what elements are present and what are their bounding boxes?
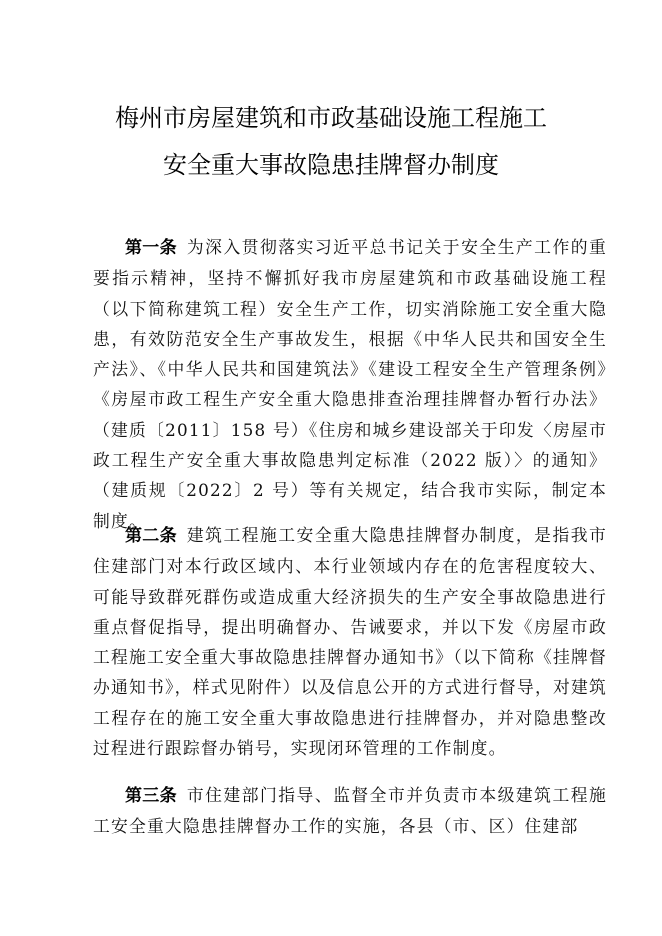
document-title-line-2: 安全重大事故隐患挂牌督办制度 — [163, 151, 499, 179]
article-3-heading: 第三条 — [125, 786, 177, 806]
document-title-line-1: 梅州市房屋建筑和市政基础设施工程施工 — [115, 104, 547, 132]
article-1-body: 为深入贯彻落实习近平总书记关于安全生产工作的重要指示精神，坚持不懈抓好我市房屋建筑和市政基础设施工程（以下简称建筑工程）安全生产工作，切实消除施工安全重大隐患，有效防范安全生产事故发生，根据《中华人民共和国安全生产法》、《中华人民共和国建筑法》《建设工程安全生产管理条例》《房屋市政工程生产安全重大隐患排查治理挂牌督办暂行办法》（建质〔2011〕158 号）《住房和城乡建设部关于印发〈房屋市政工程生产安全重大事故隐患判定标准（2022 版）〉的通知》（建质规〔2022〕2 号）等有关规定，结合我市实际，制定本制度。 — [93, 237, 607, 531]
article-3-body: 市住建部门指导、监督全市并负责市本级建筑工程施工安全重大隐患挂牌督办工作的实施，各县（市、区）住建部 — [93, 785, 607, 837]
article-2-body: 建筑工程施工安全重大隐患挂牌督办制度，是指我市住建部门对本行政区域内、本行业领域内存在的危害程度较大、可能导致群死群伤或造成重大经济损失的生产安全事故隐患进行重点督促指导，提出明确督办、告诫要求，并以下发《房屋市政工程施工安全重大事故隐患挂牌督办通知书》（以下简称《挂牌督办通知书》，样式见附件）以及信息公开的方式进行督导，对建筑工程存在的施工安全重大事故隐患进行挂牌督办，并对隐患整改过程进行跟踪督办销号，实现闭环管理的工作制度。 — [93, 525, 607, 759]
article-1 — [93, 232, 607, 536]
article-3 — [93, 780, 607, 842]
article-1-heading: 第一条 — [125, 238, 177, 258]
article-2 — [93, 520, 607, 763]
article-2-heading: 第二条 — [125, 526, 177, 546]
